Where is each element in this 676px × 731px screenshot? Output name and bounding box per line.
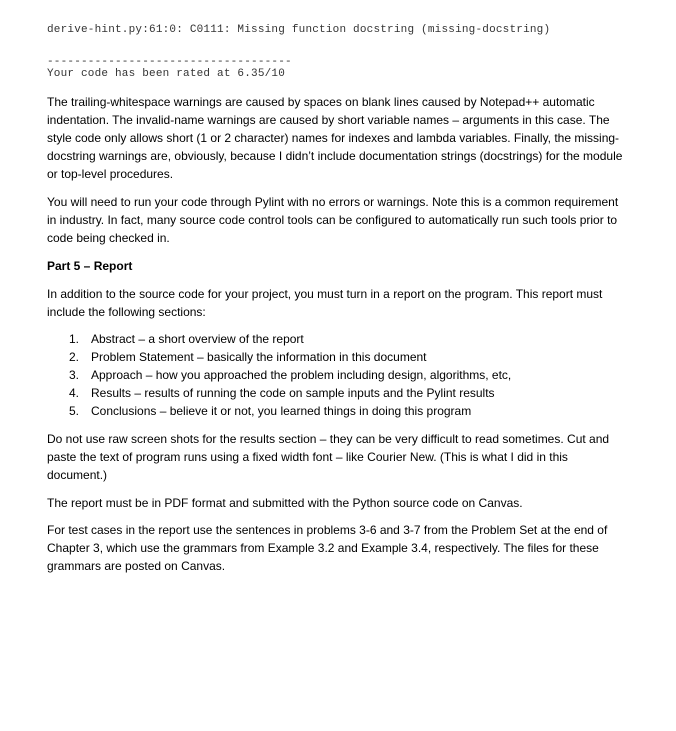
paragraph-pdf-format: The report must be in PDF format and submitted with the Python source code on Canvas. — [47, 496, 523, 510]
list-item — [47, 402, 511, 420]
paragraph-warnings-explanation: The trailing-whitespace warnings are caused by spaces on blank lines caused by Notepad++ automatic indentation. The invalid-name warnings are caused by short variable names – arguments in this case. The style code only allows short (1 or 2 character) names for indexes and lambda variables. Finally, the missing-docstring warnings are, obviously, because I didn’t include documentation strings (docstrings) for the module or top-level procedures. — [47, 95, 623, 181]
pylint-separator: ------------------------------------ — [47, 56, 292, 68]
pylint-output-line: derive-hint.py:61:0: C0111: Missing function docstring (missing-docstring) — [47, 24, 551, 36]
list-item-number: 3. — [69, 368, 80, 382]
paragraph-screenshots-note: Do not use raw screen shots for the results section – they can be very difficult to read sometimes. Cut and paste the text of program runs using a fixed width font – like Courier New. (This is what I did in this document.) — [47, 432, 610, 482]
paragraph-test-cases: For test cases in the report use the sentences in problems 3-6 and 3-7 from the Problem Set at the end of Chapter 3, which use the grammars from Example 3.2 and Example 3.4, respectively. The files for these grammars are posted on Canvas. — [47, 523, 608, 573]
list-item-number: 5. — [69, 404, 80, 418]
list-item — [47, 366, 511, 384]
list-item-text: Abstract – a short overview of the report — [91, 332, 304, 346]
report-sections-list — [47, 330, 511, 420]
list-item-number: 2. — [69, 350, 80, 364]
list-item-number: 4. — [69, 386, 80, 400]
list-item-text: Problem Statement – basically the information in this document — [91, 350, 427, 364]
paragraph-report-intro: In addition to the source code for your project, you must turn in a report on the program. This report must include the following sections: — [47, 287, 603, 319]
list-item-text: Approach – how you approached the problem including design, algorithms, etc, — [91, 368, 512, 382]
list-item-text: Conclusions – believe it or not, you learned things in doing this program — [91, 404, 472, 418]
list-item — [47, 384, 511, 402]
list-item — [47, 330, 511, 348]
list-item-text: Results – results of running the code on sample inputs and the Pylint results — [91, 386, 495, 400]
paragraph-pylint-requirement: You will need to run your code through Pylint with no errors or warnings. Note this is a common requirement in industry. In fact, many source code control tools can be configured to automatically run such tools prior to code being checked in. — [47, 195, 619, 245]
pylint-rating: Your code has been rated at 6.35/10 — [47, 68, 286, 80]
list-item — [47, 348, 511, 366]
section-heading-report: Part 5 – Report — [47, 259, 133, 273]
list-item-number: 1. — [69, 332, 80, 346]
